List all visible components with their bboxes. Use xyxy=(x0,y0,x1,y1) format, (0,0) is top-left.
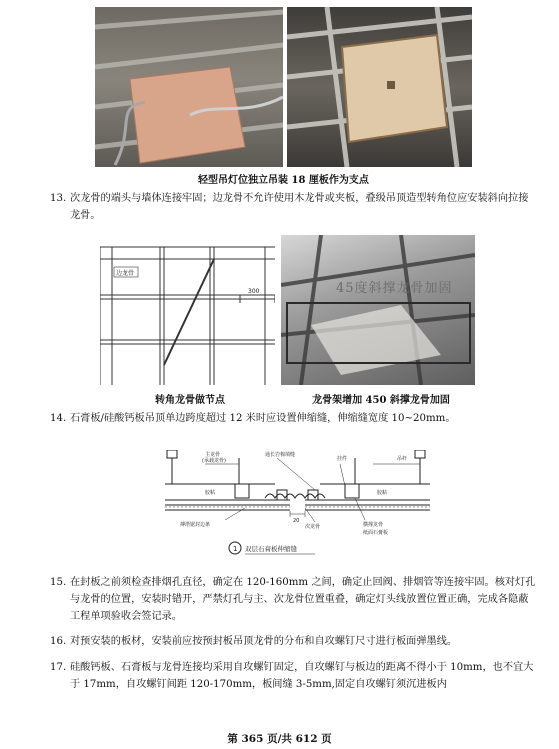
list-item-17 xyxy=(50,659,538,693)
corner-keel-diagram xyxy=(100,235,275,385)
item-text: 对预安装的板材，安装前应按预封板吊顶龙骨的分布和自攻螺钉尺寸进行板面弹墨线。 xyxy=(70,636,458,647)
label-board: 纸面石膏板 xyxy=(363,530,389,536)
footer-pre: 第 xyxy=(227,733,242,745)
label-through-hanger: 通长岩棉填缝 xyxy=(265,452,296,458)
caption-corner-diagram: 转角龙骨做节点 xyxy=(155,395,225,406)
corner-keel-drawing xyxy=(100,235,275,385)
item-text: 次龙骨的端头与墙体连接牢固；边龙骨不允许使用木龙骨或夹板，叠级吊顶造型转角位应安装斜向拉接龙骨。 xyxy=(70,193,529,221)
item-text: 硅酸钙板、石膏板与龙骨连接均采用自攻螺钉固定，自攻螺钉与板边的距离不得小于 10mm，也不宜大于 17mm，自攻螺钉间距 120-170mm，板间缝 3-5mm,固定自攻螺钉须沉进板内 xyxy=(70,662,534,690)
expansion-joint-diagram xyxy=(165,450,430,562)
footer-post: 页 xyxy=(317,733,332,745)
label-glue-left: 胶粘 xyxy=(205,490,216,496)
label-cross-keel: 横撑龙骨 xyxy=(363,522,384,528)
item-text: 石膏板/硅酸钙板吊顶单边跨度超过 12 米时应设置伸缩缝，伸缩缝宽度 10~20mm。 xyxy=(70,413,456,424)
list-item-15 xyxy=(50,574,538,625)
label-glue-right: 胶粘 xyxy=(377,490,388,496)
item-number: 14. xyxy=(50,413,67,424)
label-main-keel: 主龙骨 xyxy=(205,452,221,458)
item-number: 17. xyxy=(50,662,67,673)
label-edge-strip: 搏塔锯封边条 xyxy=(180,522,211,528)
label-gap: 20 xyxy=(293,518,300,524)
list-item-14 xyxy=(50,410,538,427)
label-circle-number: 1 xyxy=(233,545,238,553)
photo-overlay-text: 45度斜撑龙骨加固 xyxy=(336,281,453,296)
page-footer xyxy=(0,731,559,746)
item-number: 13. xyxy=(50,193,67,204)
list-item-16 xyxy=(50,633,538,650)
photo-diagonal-brace-drawing xyxy=(281,235,475,385)
dimension-label: 300 xyxy=(248,288,260,295)
item-number: 15. xyxy=(50,577,67,588)
photo-lamp-board-right xyxy=(287,7,472,167)
photo-lamp-board-left xyxy=(95,7,283,167)
photo-diagonal-brace xyxy=(281,235,475,385)
page-number: 365 xyxy=(241,733,264,745)
item-text: 在封板之前须检查排烟孔直径，确定在 120-160mm 之间，确定止回阀、排烟管等连接牢固。核对灯孔与龙骨的位置，安装时错开，严禁灯孔与主、次龙骨位置重叠，确定灯头线放置位置正确，完成各隐蔽工程单项验收会签记录。 xyxy=(70,577,536,622)
footer-mid: 页/共 xyxy=(263,733,296,745)
label-secondary-keel: 次龙骨 xyxy=(305,524,321,530)
expansion-joint-drawing xyxy=(165,450,430,562)
edge-keel-label: 边龙骨 xyxy=(116,270,135,277)
label-main-keel-sub: (承载龙骨) xyxy=(202,458,226,464)
caption-brace-photo: 龙骨架增加 450 斜撑龙骨加固 xyxy=(312,395,450,406)
photo-lamp-board-left-drawing xyxy=(95,7,283,167)
label-hanger: 挂件 xyxy=(337,456,348,462)
total-pages: 612 xyxy=(295,733,318,745)
label-joint-title: 双层石膏板伸缩缝 xyxy=(245,545,297,553)
photo-lamp-board-right-drawing xyxy=(287,7,472,167)
list-item-13 xyxy=(50,190,538,224)
caption-top-photos: 轻型吊灯位独立吊装 18 厘板作为支点 xyxy=(198,175,369,186)
item-number: 16. xyxy=(50,636,67,647)
label-hanger-rod: 吊杆 xyxy=(397,456,408,462)
